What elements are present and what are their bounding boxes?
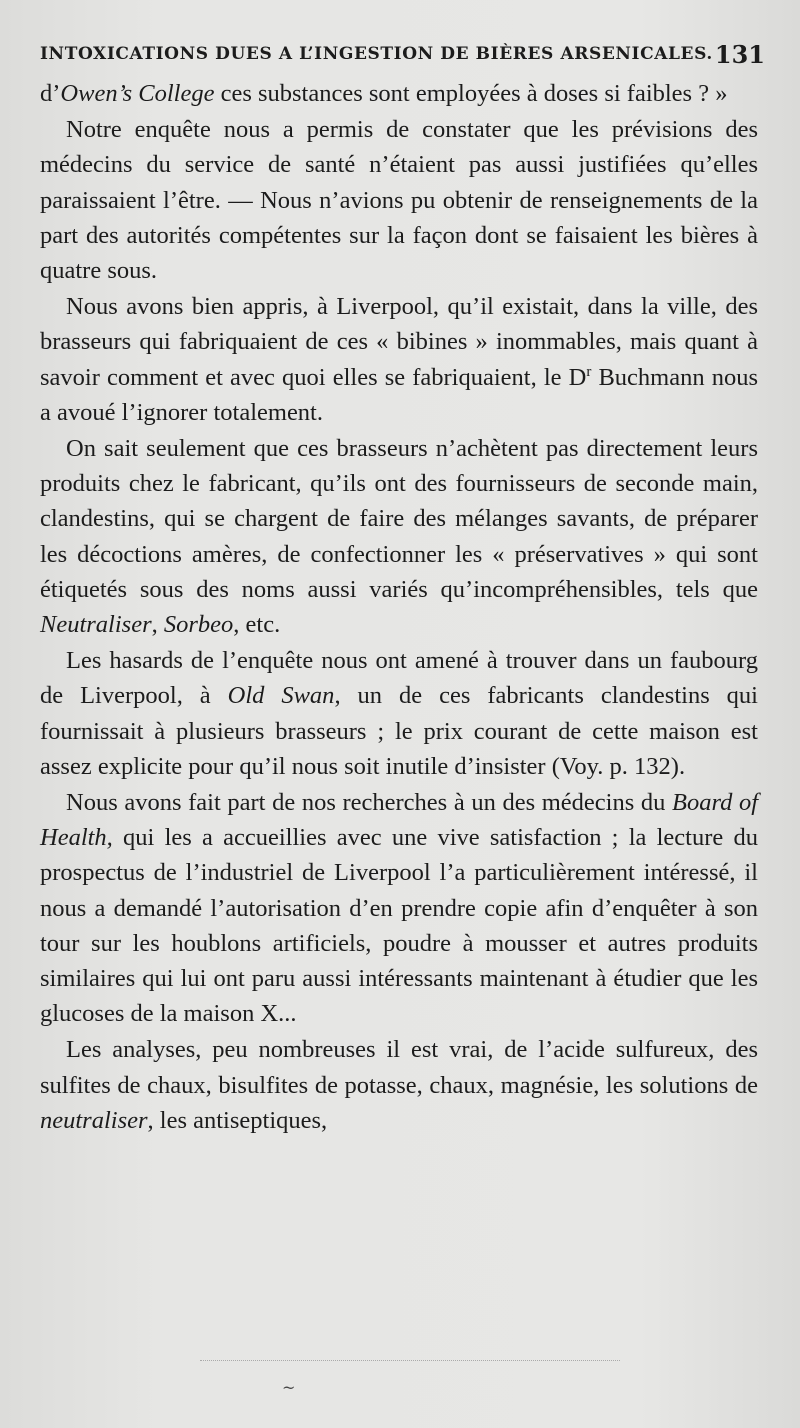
page-header <box>40 40 765 72</box>
text-run: Notre enquête nous a permis de constater que les prévisions des médecins du service de santé n’étaient pas aussi justifiées qu’elles paraissaient l’être. — Nous n’avions pu obtenir de renseignements de la part des autorités compétentes sur la façon dont se faisaient les bières à quatre sous. <box>40 116 758 285</box>
paragraph <box>40 112 758 288</box>
paragraph <box>40 431 758 642</box>
italic-text: Owen’s College <box>60 80 215 107</box>
text-run: Les analyses, peu nombreuses il est vrai, de l’acide sulfureux, des sulfites de chaux, bisulfites de potasse, chaux, magnésie, les solutions de <box>40 1036 758 1099</box>
page-number: 131 <box>714 40 765 69</box>
text-run: Nous avons fait part de nos recherches à un des médecins du <box>66 789 672 817</box>
italic-text: Board of Health, <box>40 789 758 852</box>
text-run: Les hasards de l’enquête nous ont amené à trouver dans un faubourg de Liverpool, à <box>40 647 758 710</box>
italic-text: Old Swan <box>227 682 335 710</box>
italic-text: neutraliser <box>40 1106 148 1134</box>
paragraph <box>40 643 758 784</box>
text-run: Nous avons bien appris, à Liverpool, qu’il existait, dans la ville, des brasseurs qui fabriquaient de ces « bibines » inommables, mais quant à savoir comment et avec quoi elles se fabriquaient, le D <box>40 293 758 391</box>
body-text <box>40 76 758 1138</box>
text-run: , un de ces fabricants clandestins qui fournissait à plusieurs brasseurs ; le prix courant de cette maison est assez explicite pour qu’il nous soit inutile d’insister (Voy. p. 132). <box>40 682 758 780</box>
ink-mark-icon: ~ <box>282 1378 296 1397</box>
superscript-text: r <box>586 363 592 380</box>
italic-text: Sorbeo <box>163 611 234 639</box>
running-head: INTOXICATIONS DUES A L’INGESTION DE BIÈRES ARSENICALES. <box>40 44 713 64</box>
text-run: , <box>151 611 164 639</box>
paragraph <box>40 1032 758 1138</box>
text-run: d’ <box>40 80 61 107</box>
faint-show-through-rule <box>200 1360 620 1361</box>
text-run: qui les a accueillies avec une vive satisfaction ; la lecture du prospectus de l’industriel de Liverpool l’a particulièrement intéressé, il nous a demandé l’autorisation d’en prendre copie afin d’enquêter à son tour sur les houblons artificiels, poudre à mousser et autres produits similaires qui lui ont paru aussi intéressants maintenant à étudier que les glucoses de la maison X... <box>40 824 758 1028</box>
text-run: Buchmann nous a avoué l’ignorer totalement. <box>40 363 758 426</box>
italic-text: Neutraliser <box>40 611 152 639</box>
text-run: , les antiseptiques, <box>147 1106 328 1134</box>
paragraph <box>40 785 758 1031</box>
paragraph <box>40 76 758 111</box>
text-run: On sait seulement que ces brasseurs n’achètent pas directement leurs produits chez le fabricant, qu’ils ont des fournisseurs de seconde main, clandestins, qui se chargent de faire des mélanges savants, de préparer les décoctions amères, de confectionner les « préservatives » qui sont étiquetés sous des noms aussi variés qu’incompréhensibles, tels que <box>40 435 758 603</box>
text-run: , etc. <box>233 611 281 639</box>
text-run: ces substances sont employées à doses si faibles ? » <box>214 80 728 107</box>
paragraph <box>40 289 758 430</box>
